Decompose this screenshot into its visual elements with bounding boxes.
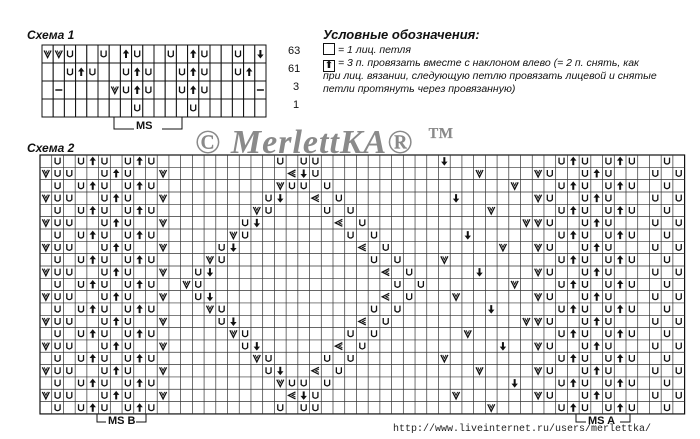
scheme1-cell	[199, 81, 210, 99]
scheme1-cell	[221, 45, 232, 63]
scheme1-cell	[221, 81, 232, 99]
scheme1-cell	[232, 45, 243, 63]
scheme1-cell	[199, 63, 210, 81]
scheme1-cell	[210, 81, 221, 99]
scheme1-cell	[165, 45, 176, 63]
scheme1-title: Схема 1	[27, 28, 75, 42]
scheme1-cell	[221, 99, 232, 117]
footer-url: http://www.liveinternet.ru/users/merlettka/	[393, 424, 652, 435]
scheme1-cell	[120, 63, 131, 81]
trademark-symbol: ™	[427, 122, 455, 151]
scheme1-cell	[210, 99, 221, 117]
watermark-text: © MerlettKA®	[195, 124, 414, 161]
scheme1-cell	[143, 81, 154, 99]
scheme1-cell	[109, 99, 120, 117]
scheme2-grid	[40, 155, 685, 414]
scheme1-cell	[109, 63, 120, 81]
scheme1-cell	[232, 99, 243, 117]
scheme1-cell	[244, 81, 255, 99]
scheme1-cell	[98, 45, 109, 63]
scheme1-cell	[98, 81, 109, 99]
scheme1-cell	[132, 45, 143, 63]
scheme1-cell	[42, 99, 53, 117]
watermark	[195, 122, 455, 162]
scheme1-grid	[42, 45, 266, 117]
scheme1-cell	[76, 45, 87, 63]
row-number-3: 3	[293, 81, 300, 93]
scheme1-cell	[176, 81, 187, 99]
scheme1-cell	[244, 45, 255, 63]
scheme1-cell	[64, 45, 75, 63]
scheme1-cell	[154, 81, 165, 99]
scheme1-cell	[143, 99, 154, 117]
row-number-63: 63	[288, 45, 301, 57]
scheme1-cell	[120, 99, 131, 117]
scheme1-cell	[87, 45, 98, 63]
scheme1-cell	[132, 99, 143, 117]
scheme1-cell	[64, 99, 75, 117]
k3tog-left-symbol: ⬆	[324, 60, 334, 71]
scheme1-cell	[199, 99, 210, 117]
scheme1-cell	[42, 81, 53, 99]
scheme1-cell	[109, 45, 120, 63]
scheme1-cell	[232, 63, 243, 81]
scheme1-repeat-label: MS	[136, 120, 153, 132]
scheme1-cell	[165, 81, 176, 99]
scheme1-cell	[76, 99, 87, 117]
scheme1-cell	[210, 63, 221, 81]
scheme1-cell	[165, 99, 176, 117]
scheme1-cell	[143, 45, 154, 63]
scheme1-cell	[143, 63, 154, 81]
scheme1-cell	[176, 45, 187, 63]
scheme1-cell	[98, 63, 109, 81]
scheme1-cell	[255, 99, 266, 117]
legend-item-decrease-text-1: = 3 п. провязать вместе с наклоном влево (= 2 п. снять, как	[338, 57, 639, 69]
scheme1-cell	[244, 99, 255, 117]
legend-item-decrease-text-3: петли протянуть через провязанную)	[323, 83, 516, 95]
scheme2-repeat-a-label: MS A	[588, 415, 616, 427]
row-number-1: 1	[293, 99, 300, 111]
scheme1-cell	[188, 99, 199, 117]
scheme1-cell	[221, 63, 232, 81]
scheme1-cell	[154, 45, 165, 63]
scheme1-cell	[176, 99, 187, 117]
scheme1-cell	[154, 99, 165, 117]
scheme1-cell	[210, 45, 221, 63]
scheme1-cell	[154, 63, 165, 81]
scheme1-cell	[76, 81, 87, 99]
legend-item-decrease-text-2: при лиц. вязании, следующую петлю провязать лицевой и снятые	[323, 70, 657, 82]
scheme1-cell	[53, 99, 64, 117]
scheme1-cell	[165, 63, 176, 81]
scheme1-cell	[42, 63, 53, 81]
scheme2-title: Схема 2	[27, 141, 75, 155]
scheme1-cell	[53, 63, 64, 81]
scheme1-cell	[255, 63, 266, 81]
scheme1-cell	[120, 81, 131, 99]
scheme1-cell	[64, 63, 75, 81]
legend-item-knit-text: = 1 лиц. петля	[338, 44, 411, 56]
row-number-61: 61	[288, 63, 301, 75]
knit-stitch-symbol	[323, 43, 335, 55]
scheme1-cell	[87, 81, 98, 99]
scheme2-repeat-b-label: MS B	[108, 415, 136, 427]
scheme1-cell	[98, 99, 109, 117]
scheme1-cell	[87, 63, 98, 81]
scheme1-cell	[199, 45, 210, 63]
legend-title: Условные обозначения:	[323, 27, 480, 42]
legend-item-knit	[323, 43, 411, 56]
scheme1-cell	[232, 81, 243, 99]
scheme1-cell	[87, 99, 98, 117]
scheme1-cell	[64, 81, 75, 99]
scheme1-cell	[176, 63, 187, 81]
